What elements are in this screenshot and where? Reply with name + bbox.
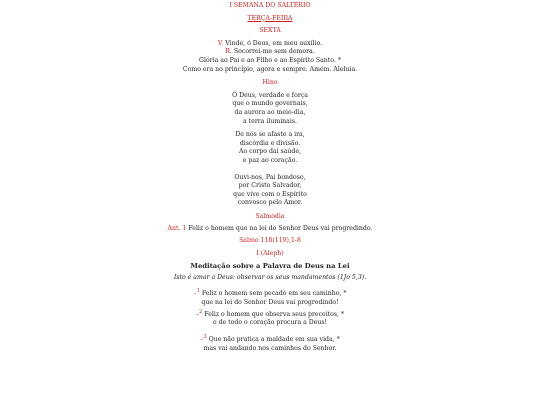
verse-line (0, 333, 540, 345)
hymn-line: que o mundo governais, (232, 100, 308, 108)
verse-number: 3 (203, 333, 207, 340)
hymn-line: convosco pelo Amor. (237, 199, 303, 207)
week-heading: I SEMANA DO SALTÉRIO (229, 2, 311, 9)
verse-line: mas vai andando nos caminhos do Senhor. (203, 344, 337, 352)
verse-number: 2 (199, 308, 203, 315)
verse-dash: – (193, 290, 197, 298)
hymn-line: que vive com o Espírito (233, 190, 307, 198)
psalm-verse (0, 287, 540, 307)
hymn-heading: Hino (262, 79, 278, 87)
hymn-line: Ouvi-nos, Pai bondoso, (234, 173, 306, 181)
hymn-line: discórdia e divisão. (239, 139, 301, 147)
antiphon-text: Feliz o homem que na lei do Senhor Deus vai progredindo. (188, 225, 373, 233)
invocation (0, 40, 540, 74)
psalm-verse (0, 308, 540, 328)
hymn-line: a terra iluminais. (243, 117, 297, 125)
verse-text: Que não pratica a maldade em sua vida, * (208, 336, 340, 343)
invocation-text: Glória ao Pai e ao Filho e ao Espírito Santo. * (199, 56, 341, 64)
verse-dash: – (195, 310, 199, 318)
invocation-line (0, 66, 540, 75)
invocation-line (0, 48, 540, 57)
hymn-line: e paz ao coração. (242, 156, 298, 164)
hymn-stanza (0, 131, 540, 165)
verse-dash: – (200, 336, 204, 343)
psalm-verse (0, 333, 540, 353)
verse-line: que na lei do Senhor Deus vai progredindo! (201, 299, 339, 307)
hymn-line: da aurora ao meio-dia, (234, 108, 306, 116)
hymn-line: Ao corpo dai saúde, (239, 148, 301, 156)
hymn-stanza (0, 174, 540, 208)
psalm-section: I (Aleph) (256, 249, 284, 257)
psalm-epigraph: Isto é amar a Deus: observar os seus mandamentos (1Jo 5,3). (173, 273, 367, 281)
invocation-text: Como era no princípio, agora e sempre. Amém. Aleluia. (182, 65, 358, 73)
verse-number: 1 (196, 288, 200, 295)
verse-line (0, 287, 540, 299)
invocation-line (0, 40, 540, 49)
psalm-title: Meditação sobre a Palavra de Deus na Lei (190, 262, 350, 271)
hymn-line: Ó Deus, verdade e força (232, 91, 308, 99)
invocation-line (0, 57, 540, 66)
hymn-line: por Cristo Salvador, (238, 182, 302, 190)
antiphon-marker: Ant. 1 (167, 225, 187, 233)
invocation-text: Vinde, ó Deus, em meu auxílio. (225, 39, 323, 47)
verse-text: Feliz o homem que observa seus preceitos, * (204, 310, 345, 318)
psalmody-heading: Salmodia (255, 212, 285, 220)
verse-line (0, 308, 540, 320)
verse-text: Feliz o homem sem pecado em seu caminho, * (201, 290, 347, 298)
hour-heading: SEXTA (259, 27, 281, 35)
hymn-stanza (0, 92, 540, 126)
hymn-line: De nós se afaste a ira, (235, 131, 305, 139)
psalm-reference: Salmo 118(119),1-8 (239, 237, 301, 245)
response-marker: R. (225, 48, 232, 56)
invocation-text: Socorrei-me sem demora. (233, 48, 315, 56)
versicle-marker: V. (217, 39, 224, 47)
day-heading: TERÇA-FEIRA (247, 14, 293, 22)
antiphon (0, 225, 540, 234)
verse-line: e de todo o coração procura a Deus! (212, 319, 328, 327)
